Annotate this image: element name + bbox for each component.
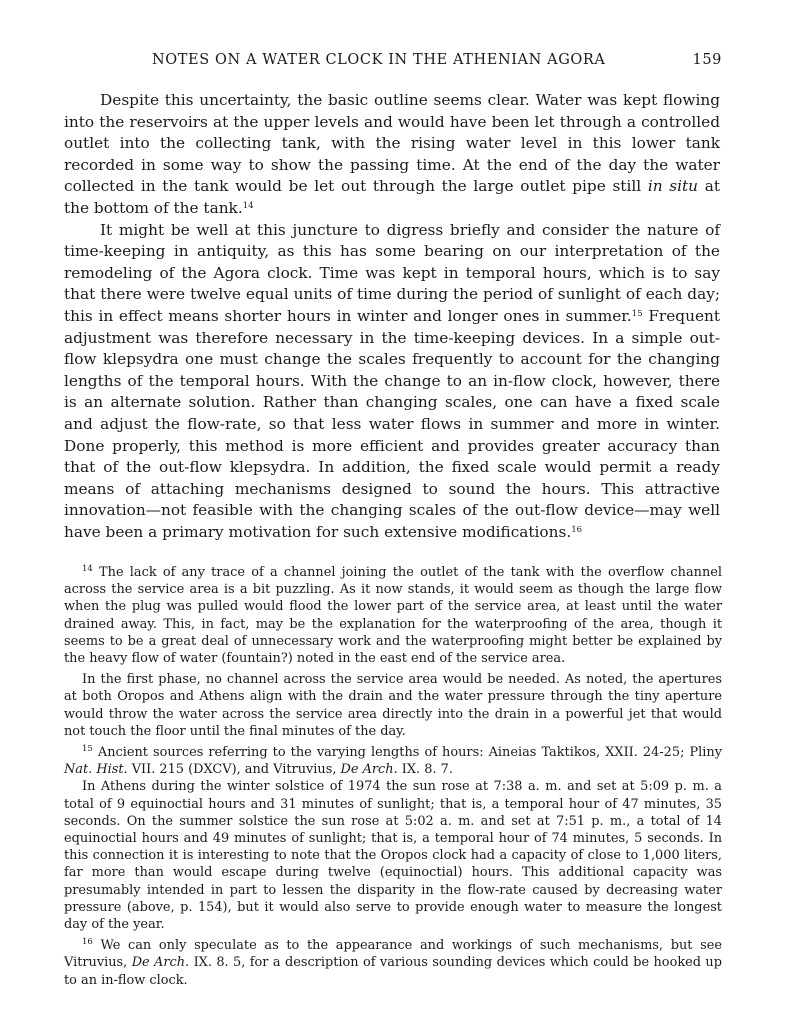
footnote-16 xyxy=(64,937,722,989)
page-number: 159 xyxy=(692,52,722,68)
footnote-text: IX. 8. 7. xyxy=(397,762,453,778)
footnote-ref: 14 xyxy=(242,200,254,211)
text-run: Despite this uncertainty, the basic outline seems clear. Water was kept flowing into the reservoirs at the upper levels and would have been let through a controlled outlet into the collecting tank, with the rising water level in this lower tank recorded in some way to show the passing time. At the end of the day the water collected in the tank would be let out through the large outlet pipe still xyxy=(64,91,720,196)
text-run: at the bottom of the tank. xyxy=(64,177,720,217)
footnote-15-continued: In Athens during the winter solstice of 1974 the sun rose at 7:38 a. m. and set at 5:09 p. m. a total of 9 equinoctial hours and 31 minutes of sunlight; that is, a temporal hour of 47 minutes, 35 seconds. On the summer solstice the sun rose at 5:02 a. m. and set at 7:51 p. m., a total of 14 equinoctial hours and 49 minutes of sunlight; that is, a temporal hour of 74 minutes, 5 seconds. In this connection it is interesting to note that the Oropos clock had a capacity of close to 1,000 liters, far more than would escape during twelve (equinoctial) hours. This additional capacity was presumably intended in part to lessen the disparity in the flow-rate caused by decreasing water pressure (above, p. 154), but it would also serve to provide enough water to measure the longest day of the year. xyxy=(64,779,722,933)
italic-title: Nat. Hist. xyxy=(64,762,128,778)
footnote-15 xyxy=(64,744,722,778)
text-run: Frequent adjustment was therefore necessary in the time-keeping devices. In a simple out-flow klepsydra one must change the scales frequently to account for the changing lengths of the temporal hours. With the change to an in-flow clock, however, there is an alternate solution. Rather than changing scales, one can have a fixed scale and adjust the flow-rate, so that less water flows in summer and more in winter. Done properly, this method is more efficient and provides greater accuracy than that of the out-flow klepsydra. In addition, the fixed scale would permit a ready means of attaching mechanisms designed to sound the hours. This attractive innovation—not feasible with the changing scales of the out-flow device—may well have been a primary motivation for such extensive modifications. xyxy=(64,306,720,541)
italic-title: De Arch. xyxy=(340,762,398,778)
footnote-ref: 15 xyxy=(631,308,643,319)
footnote-number: 16 xyxy=(82,937,93,948)
italic-title: De Arch. xyxy=(131,955,190,971)
paragraph xyxy=(64,90,720,220)
italic-phrase: in situ xyxy=(647,177,699,196)
footnotes xyxy=(64,564,722,989)
footnote-text: The lack of any trace of a channel joining the outlet of the tank with the overflow channel across the service area is a bit puzzling. As it now stands, it would seem as though the large flow when the plug was pulled would flood the lower part of the service area, at least until the water drained away. This, in fact, may be the explanation for the waterproofing of the area, though it seems to be a great deal of unnecessary work and the waterproofing might better be explained by the heavy flow of water (fountain?) noted in the east end of the service area. xyxy=(64,565,722,667)
footnote-text: Ancient sources referring to the varying lengths of hours: Aineias Taktikos, XXII. 24-25; Pliny xyxy=(92,745,722,761)
footnote-text: IX. 8. 5, for a description of various sounding devices which could be hooked up to an in-flow clock. xyxy=(64,955,722,988)
footnote-ref: 16 xyxy=(571,524,583,535)
paragraph xyxy=(64,220,720,544)
footnote-text: VII. 215 (DXCV), and Vitruvius, xyxy=(127,762,341,778)
footnote-number: 15 xyxy=(82,744,93,755)
text-run: It might be well at this juncture to digress briefly and consider the nature of time-keeping in antiquity, as this has some bearing on our interpretation of the remodeling of the Agora clock. Time was kept in temporal hours, which is to say that there were twelve equal units of time during the period of sunlight of each day; this in effect means shorter hours in winter and longer ones in summer. xyxy=(64,220,720,325)
footnote-text: We can only speculate as to the appearance and workings of such mechanisms, but see Vitruvius, xyxy=(64,938,722,971)
footnote-14 xyxy=(64,564,722,667)
body-text xyxy=(64,90,720,543)
footnote-number: 14 xyxy=(82,564,93,574)
footnote-14-continued: In the first phase, no channel across the service area would be needed. As noted, the apertures at both Oropos and Athens align with the drain and the water pressure through the tiny aperture would throw the water across the service area directly into the drain in a powerful jet that would not touch the floor until the final minutes of the day. xyxy=(64,672,722,739)
running-title: NOTES ON A WATER CLOCK IN THE ATHENIAN AGORA xyxy=(152,52,606,68)
page-header xyxy=(66,52,726,74)
